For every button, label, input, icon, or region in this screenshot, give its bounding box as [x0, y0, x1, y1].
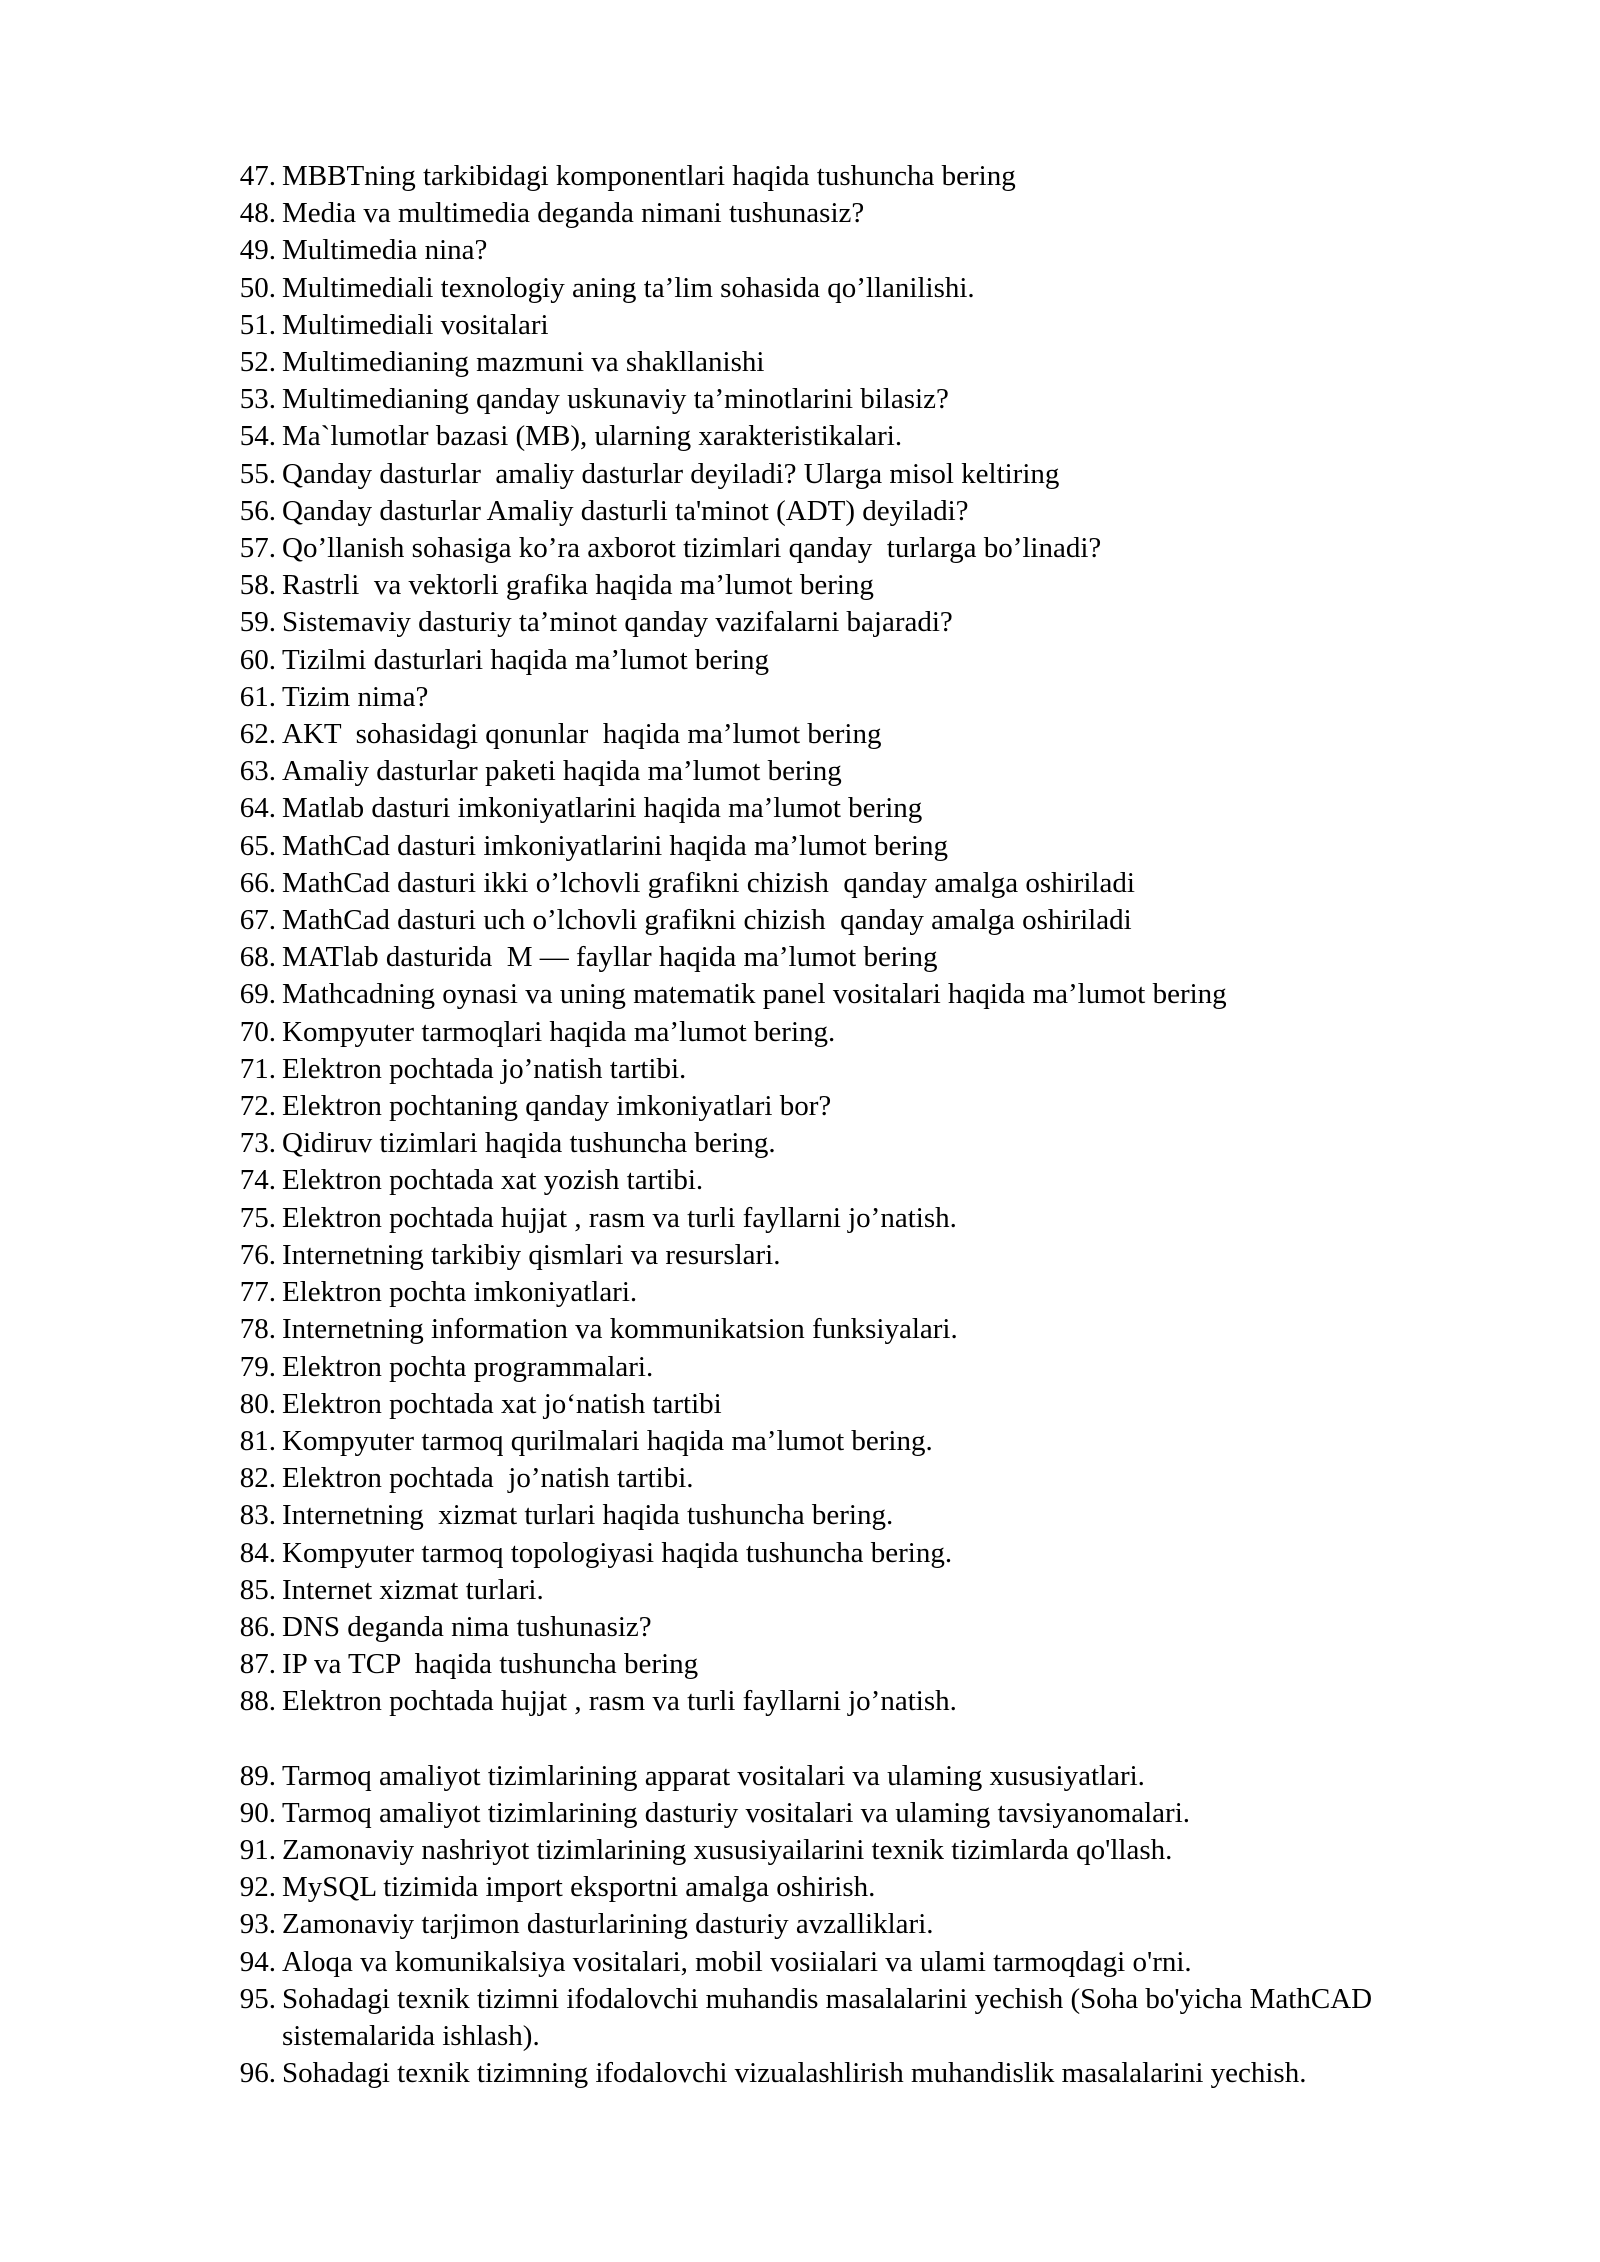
item-text: Mathcadning oynasi va uning matematik panel vositalari haqida ma’lumot bering	[282, 978, 1227, 1011]
list-item	[0, 753, 1600, 790]
item-number: 84.	[239, 1536, 276, 1569]
list-item	[0, 1125, 1600, 1162]
item-text: Aloqa va komunikalsiya vositalari, mobil vosiialari va ulami tarmoqdagi o'rni.	[282, 1945, 1192, 1978]
item-number: 74.	[239, 1164, 276, 1197]
list-item	[0, 530, 1600, 567]
list-item	[0, 1162, 1600, 1199]
item-number: 69.	[239, 978, 276, 1011]
item-number: 62.	[239, 718, 276, 751]
list-item	[0, 418, 1600, 455]
item-text: Elektron pochtada xat yozish tartibi.	[282, 1164, 704, 1197]
item-text: Sohadagi texnik tizimni ifodalovchi muhandis masalalarini yechish (Soha bo'yicha MathCAD sistemalarida ishlash).	[282, 1982, 1380, 2052]
item-number: 93.	[239, 1908, 276, 1941]
item-text: MathCad dasturi uch o’lchovli grafikni chizish qanday amalga oshiriladi	[282, 904, 1132, 937]
item-number: 61.	[239, 680, 276, 713]
item-text: Qanday dasturlar amaliy dasturlar deyiladi? Ularga misol keltiring	[282, 457, 1060, 490]
item-text: Ma`lumotlar bazasi (MB), ularning xarakteristikalari.	[282, 420, 903, 453]
item-number: 54.	[239, 420, 276, 453]
list-item	[0, 902, 1600, 939]
item-text: Elektron pochtada hujjat , rasm va turli fayllarni jo’natish.	[282, 1201, 957, 1234]
item-number: 56.	[239, 494, 276, 527]
item-number: 49.	[239, 234, 276, 267]
item-text: Rastrli va vektorli grafika haqida ma’lumot bering	[282, 569, 874, 602]
item-text: Tizim nima?	[282, 680, 429, 713]
item-text: Internetning information va kommunikatsion funksiyalari.	[282, 1313, 958, 1346]
item-text: Elektron pochtada hujjat , rasm va turli fayllarni jo’natish.	[282, 1685, 957, 1718]
list-item	[0, 1423, 1600, 1460]
item-number: 55.	[239, 457, 276, 490]
item-number: 59.	[239, 606, 276, 639]
item-number: 85.	[239, 1573, 276, 1606]
item-number: 73.	[239, 1127, 276, 1160]
item-text: Elektron pochta programmalari.	[282, 1350, 654, 1383]
list-item	[0, 1981, 1600, 2055]
item-number: 52.	[239, 346, 276, 379]
list-item	[0, 604, 1600, 641]
item-number: 88.	[239, 1685, 276, 1718]
item-number: 68.	[239, 941, 276, 974]
item-number: 60.	[239, 643, 276, 676]
list-item	[0, 381, 1600, 418]
list-item	[0, 195, 1600, 232]
item-number: 91.	[239, 1833, 276, 1866]
item-text: Kompyuter tarmoq topologiyasi haqida tushuncha bering.	[282, 1536, 953, 1569]
list-item	[0, 716, 1600, 753]
list-item	[0, 1869, 1600, 1906]
item-text: Sistemaviy dasturiy ta’minot qanday vazifalarni bajaradi?	[282, 606, 953, 639]
list-item	[0, 1646, 1600, 1683]
question-list-main	[0, 158, 1600, 1721]
item-number: 82.	[239, 1462, 276, 1495]
item-text: Multimedianing qanday uskunaviy ta’minotlarini bilasiz?	[282, 383, 949, 416]
item-number: 77.	[239, 1276, 276, 1309]
item-number: 47.	[239, 160, 276, 192]
list-item	[0, 1088, 1600, 1125]
list-item	[0, 1572, 1600, 1609]
item-text: Tizilmi dasturlari haqida ma’lumot bering	[282, 643, 770, 676]
item-number: 70.	[239, 1015, 276, 1048]
item-text: Multimedianing mazmuni va shakllanishi	[282, 346, 765, 379]
item-number: 72.	[239, 1090, 276, 1123]
list-item	[0, 1237, 1600, 1274]
item-number: 51.	[239, 308, 276, 341]
item-number: 65.	[239, 829, 276, 862]
item-number: 90.	[239, 1796, 276, 1829]
item-text: Multimediali vositalari	[282, 308, 549, 341]
list-item	[0, 1386, 1600, 1423]
item-number: 87.	[239, 1648, 276, 1681]
list-item	[0, 1051, 1600, 1088]
item-text: Qo’llanish sohasiga ko’ra axborot tizimlari qanday turlarga bo’linadi?	[282, 532, 1102, 565]
item-number: 58.	[239, 569, 276, 602]
list-item	[0, 1460, 1600, 1497]
list-item	[0, 567, 1600, 604]
item-text: Elektron pochtada xat jo‘natish tartibi	[282, 1387, 722, 1420]
item-text: Kompyuter tarmoq qurilmalari haqida ma’lumot bering.	[282, 1424, 933, 1457]
item-text: Multimediali texnologiy aning ta’lim sohasida qo’llanilishi.	[282, 271, 975, 304]
list-item	[0, 1795, 1600, 1832]
item-text: DNS deganda nima tushunasiz?	[282, 1610, 652, 1643]
item-text: Elektron pochtada jo’natish tartibi.	[282, 1052, 687, 1085]
item-number: 79.	[239, 1350, 276, 1383]
item-text: Matlab dasturi imkoniyatlarini haqida ma’lumot bering	[282, 792, 923, 825]
list-item	[0, 1274, 1600, 1311]
item-text: Internetning tarkibiy qismlari va resurslari.	[282, 1238, 781, 1271]
list-item	[0, 2055, 1600, 2092]
list-item	[0, 1832, 1600, 1869]
list-item	[0, 1944, 1600, 1981]
item-number: 67.	[239, 904, 276, 937]
item-text: Media va multimedia deganda nimani tushunasiz?	[282, 197, 865, 230]
list-item	[0, 976, 1600, 1013]
item-text: Qidiruv tizimlari haqida tushuncha bering.	[282, 1127, 776, 1160]
item-text: MBBTning tarkibidagi komponentlari haqida tushuncha bering	[282, 160, 1016, 192]
item-text: MySQL tizimida import eksportni amalga oshirish.	[282, 1871, 876, 1904]
list-item	[0, 1535, 1600, 1572]
item-number: 50.	[239, 271, 276, 304]
list-item	[0, 307, 1600, 344]
item-text: AKT sohasidagi qonunlar haqida ma’lumot bering	[282, 718, 882, 751]
item-number: 71.	[239, 1052, 276, 1085]
list-item	[0, 1906, 1600, 1943]
item-text: Multimedia nina?	[282, 234, 488, 267]
list-item	[0, 642, 1600, 679]
item-text: MathCad dasturi imkoniyatlarini haqida ma’lumot bering	[282, 829, 949, 862]
item-number: 92.	[239, 1871, 276, 1904]
list-item	[0, 1683, 1600, 1720]
item-number: 80.	[239, 1387, 276, 1420]
list-item	[0, 1014, 1600, 1051]
item-number: 64.	[239, 792, 276, 825]
item-number: 75.	[239, 1201, 276, 1234]
item-text: Internet xizmat turlari.	[282, 1573, 544, 1606]
item-text: IP va TCP haqida tushuncha bering	[282, 1648, 699, 1681]
item-text: Zamonaviy tarjimon dasturlarining dasturiy avzalliklari.	[282, 1908, 934, 1941]
item-number: 63.	[239, 755, 276, 788]
list-item	[0, 828, 1600, 865]
list-item	[0, 158, 1600, 195]
list-item	[0, 1497, 1600, 1534]
list-item	[0, 344, 1600, 381]
list-item	[0, 865, 1600, 902]
list-item	[0, 1311, 1600, 1348]
item-number: 81.	[239, 1424, 276, 1457]
item-number: 89.	[239, 1759, 276, 1792]
list-item	[0, 1200, 1600, 1237]
item-number: 95.	[239, 1982, 276, 2015]
list-item	[0, 493, 1600, 530]
item-text: Internetning xizmat turlari haqida tushuncha bering.	[282, 1499, 894, 1532]
item-number: 48.	[239, 197, 276, 230]
item-number: 83.	[239, 1499, 276, 1532]
document-page	[0, 158, 1600, 2092]
item-number: 53.	[239, 383, 276, 416]
item-text: Zamonaviy nashriyot tizimlarining xususiyailarini texnik tizimlarda qo'llash.	[282, 1833, 1173, 1866]
list-item	[0, 232, 1600, 269]
list-item	[0, 939, 1600, 976]
list-item	[0, 1609, 1600, 1646]
list-item	[0, 1758, 1600, 1795]
list-item	[0, 790, 1600, 827]
item-number: 66.	[239, 866, 276, 899]
item-number: 76.	[239, 1238, 276, 1271]
item-number: 94.	[239, 1945, 276, 1978]
item-text: Tarmoq amaliyot tizimlarining dasturiy vositalari va ulaming tavsiyanomalari.	[282, 1796, 1191, 1829]
item-text: Qanday dasturlar Amaliy dasturli ta'minot (ADT) deyiladi?	[282, 494, 969, 527]
item-number: 78.	[239, 1313, 276, 1346]
item-text: MATlab dasturida M — fayllar haqida ma’lumot bering	[282, 941, 938, 974]
list-item	[0, 1349, 1600, 1386]
item-text: Tarmoq amaliyot tizimlarining apparat vositalari va ulaming xususiyatlari.	[282, 1759, 1145, 1792]
item-text: Sohadagi texnik tizimning ifodalovchi vizualashlirish muhandislik masalalarini yechish.	[282, 2057, 1307, 2090]
list-item	[0, 679, 1600, 716]
item-number: 57.	[239, 532, 276, 565]
list-item	[0, 456, 1600, 493]
item-text: MathCad dasturi ikki o’lchovli grafikni chizish qanday amalga oshiriladi	[282, 866, 1135, 899]
item-text: Amaliy dasturlar paketi haqida ma’lumot bering	[282, 755, 842, 788]
item-number: 96.	[239, 2057, 276, 2090]
item-text: Elektron pochtaning qanday imkoniyatlari bor?	[282, 1090, 832, 1123]
item-text: Elektron pochtada jo’natish tartibi.	[282, 1462, 694, 1495]
item-text: Kompyuter tarmoqlari haqida ma’lumot bering.	[282, 1015, 836, 1048]
question-list-additional	[0, 1758, 1600, 2093]
list-item	[0, 270, 1600, 307]
item-text: Elektron pochta imkoniyatlari.	[282, 1276, 638, 1309]
item-number: 86.	[239, 1610, 276, 1643]
